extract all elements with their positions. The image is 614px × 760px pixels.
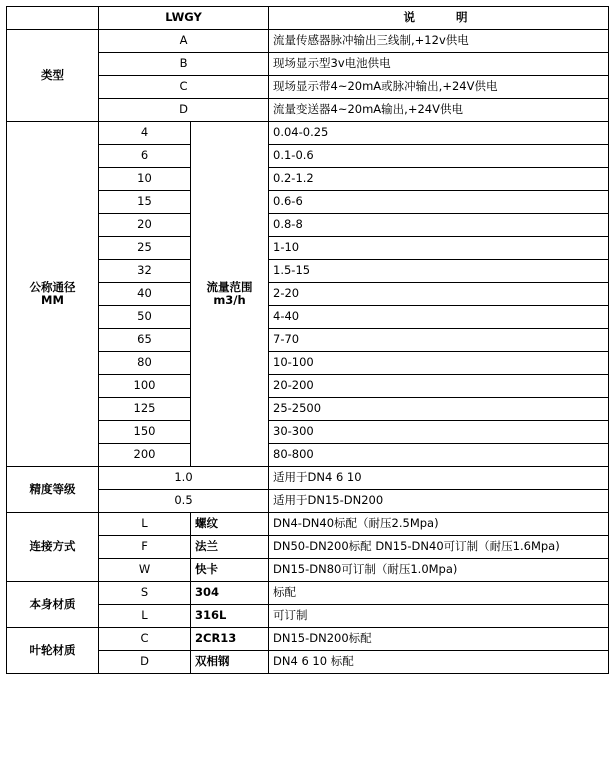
section-label-connection: 连接方式	[7, 513, 99, 582]
code-cell: D	[99, 651, 191, 674]
name-cell: 316L	[191, 605, 269, 628]
flow-range-text: 流量范围 m3/h	[206, 279, 253, 307]
code-cell: 25	[99, 237, 191, 260]
desc-cell: DN15-DN80可订制（耐压1.0Mpa)	[269, 559, 609, 582]
desc-cell: DN15-DN200标配	[269, 628, 609, 651]
section-label-type: 类型	[7, 30, 99, 122]
code-cell: 100	[99, 375, 191, 398]
desc-cell: 适用于DN4 6 10	[269, 467, 609, 490]
flow-range-label	[191, 122, 269, 467]
desc-cell: 0.8-8	[269, 214, 609, 237]
desc-cell: 适用于DN15-DN200	[269, 490, 609, 513]
desc-cell: 0.04-0.25	[269, 122, 609, 145]
name-cell: 304	[191, 582, 269, 605]
code-cell: 6	[99, 145, 191, 168]
desc-cell: 25-2500	[269, 398, 609, 421]
section-label-accuracy: 精度等级	[7, 467, 99, 513]
table-row	[7, 513, 609, 536]
code-cell: A	[99, 30, 269, 53]
desc-cell: 30-300	[269, 421, 609, 444]
desc-cell: 0.2-1.2	[269, 168, 609, 191]
code-cell: 1.0	[99, 467, 269, 490]
desc-cell: 1.5-15	[269, 260, 609, 283]
name-cell: 法兰	[191, 536, 269, 559]
desc-cell: 0.1-0.6	[269, 145, 609, 168]
table-row	[7, 122, 609, 145]
table-row	[7, 467, 609, 490]
code-cell: S	[99, 582, 191, 605]
table-row	[7, 30, 609, 53]
code-cell: 4	[99, 122, 191, 145]
desc-cell: 标配	[269, 582, 609, 605]
desc-cell: 20-200	[269, 375, 609, 398]
code-cell: 65	[99, 329, 191, 352]
desc-cell: 流量变送器4~20mA输出,+24V供电	[269, 99, 609, 122]
code-cell: 10	[99, 168, 191, 191]
code-cell: F	[99, 536, 191, 559]
code-cell: C	[99, 76, 269, 99]
code-cell: 40	[99, 283, 191, 306]
code-cell: B	[99, 53, 269, 76]
desc-cell: 80-800	[269, 444, 609, 467]
desc-cell: 1-10	[269, 237, 609, 260]
desc-cell: 10-100	[269, 352, 609, 375]
name-cell: 螺纹	[191, 513, 269, 536]
code-cell: 150	[99, 421, 191, 444]
desc-cell: 0.6-6	[269, 191, 609, 214]
code-cell: 0.5	[99, 490, 269, 513]
code-cell: 20	[99, 214, 191, 237]
table-row	[7, 628, 609, 651]
code-cell: L	[99, 513, 191, 536]
desc-cell: 可订制	[269, 605, 609, 628]
table-row	[7, 582, 609, 605]
desc-cell: DN4 6 10 标配	[269, 651, 609, 674]
code-cell: 200	[99, 444, 191, 467]
section-label-text: 公称通径 MM	[29, 279, 76, 307]
name-cell: 快卡	[191, 559, 269, 582]
desc-cell: 7-70	[269, 329, 609, 352]
code-cell: 15	[99, 191, 191, 214]
desc-cell: 流量传感器脉冲输出三线制,+12v供电	[269, 30, 609, 53]
name-cell: 2CR13	[191, 628, 269, 651]
desc-cell: 现场显示带4~20mA或脉冲输出,+24V供电	[269, 76, 609, 99]
code-cell: C	[99, 628, 191, 651]
header-model-cell: LWGY	[99, 7, 269, 30]
code-cell: 125	[99, 398, 191, 421]
specification-table	[6, 6, 609, 674]
section-label-nominal-diameter	[7, 122, 99, 467]
section-label-body-material: 本身材质	[7, 582, 99, 628]
section-label-impeller-material: 叶轮材质	[7, 628, 99, 674]
table-header-row	[7, 7, 609, 30]
header-blank-cell	[7, 7, 99, 30]
header-description-cell: 说 明	[269, 7, 609, 30]
code-cell: D	[99, 99, 269, 122]
desc-cell: DN4-DN40标配（耐压2.5Mpa)	[269, 513, 609, 536]
desc-cell: 2-20	[269, 283, 609, 306]
name-cell: 双相钢	[191, 651, 269, 674]
code-cell: W	[99, 559, 191, 582]
table-body	[7, 7, 609, 674]
code-cell: L	[99, 605, 191, 628]
desc-cell: DN50-DN200标配 DN15-DN40可订制（耐压1.6Mpa)	[269, 536, 609, 559]
code-cell: 50	[99, 306, 191, 329]
code-cell: 80	[99, 352, 191, 375]
desc-cell: 现场显示型3v电池供电	[269, 53, 609, 76]
desc-cell: 4-40	[269, 306, 609, 329]
code-cell: 32	[99, 260, 191, 283]
